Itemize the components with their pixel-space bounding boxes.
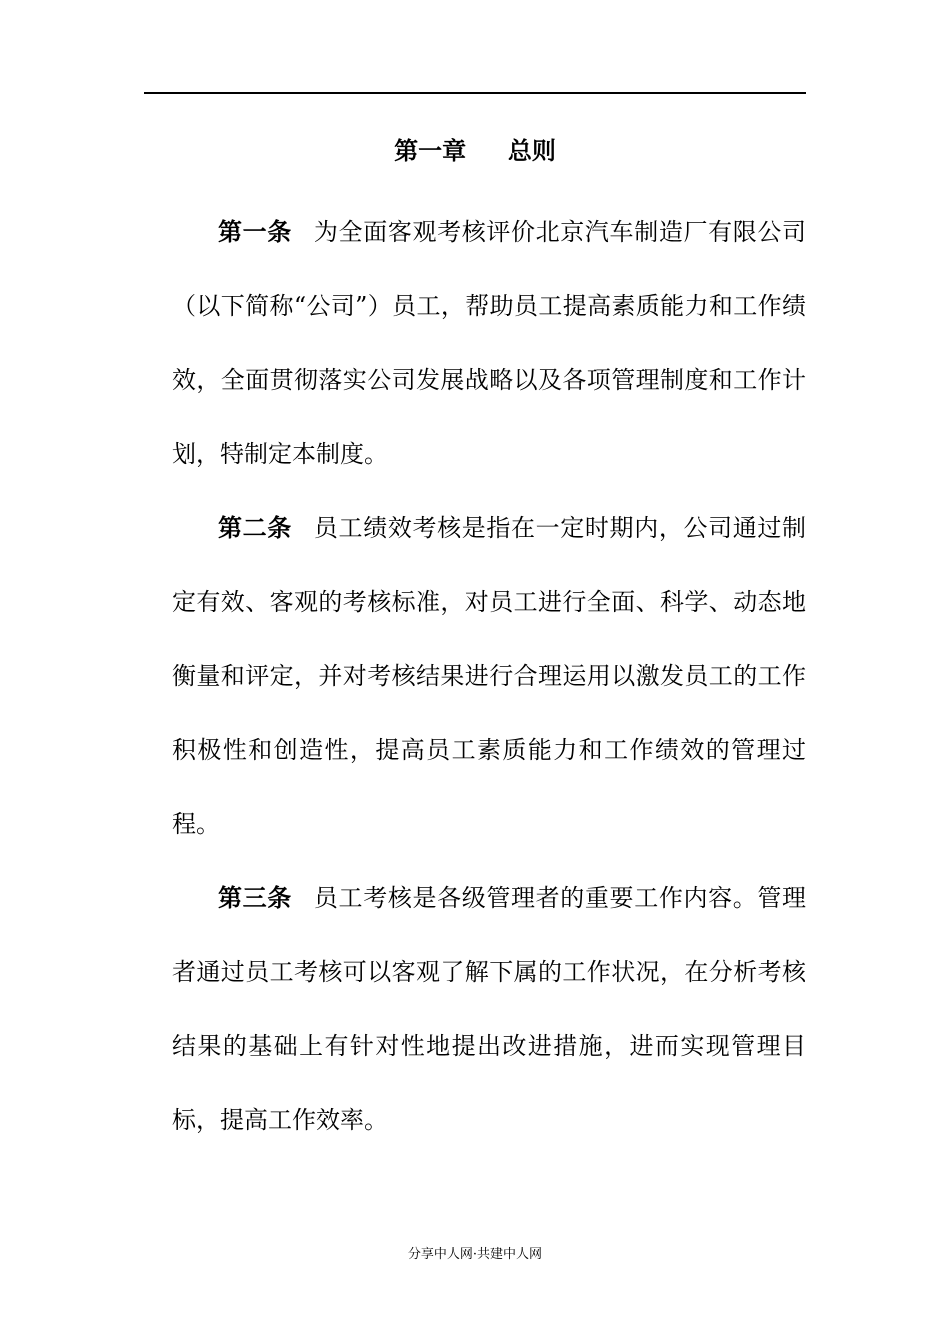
chapter-title: 第一章 总则 (394, 136, 556, 165)
article-2 (172, 491, 806, 861)
article-text: 员工绩效考核是指在一定时期内，公司通过制定有效、客观的考核标准，对员工进行全面、科学、动态地衡量和评定，并对考核结果进行合理运用以激发员工的工作积极性和创造性，提高员工素质能力和工作绩效的管理过程。 (172, 514, 807, 838)
article-3 (172, 861, 806, 1157)
article-label: 第二条 (218, 513, 292, 542)
page-footer: 分享中人网·共建中人网 (407, 1247, 543, 1262)
article-label: 第三条 (218, 883, 292, 912)
article-label: 第一条 (218, 217, 292, 246)
header-rule (144, 92, 806, 94)
document-body (172, 195, 806, 1157)
article-text: 为全面客观考核评价北京汽车制造厂有限公司（以下简称“公司”）员工，帮助员工提高素质能力和工作绩效，全面贯彻落实公司发展战略以及各项管理制度和工作计划，特制定本制度。 (172, 218, 807, 468)
article-1 (172, 195, 806, 491)
article-text: 员工考核是各级管理者的重要工作内容。管理者通过员工考核可以客观了解下属的工作状况，在分析考核结果的基础上有针对性地提出改进措施，进而实现管理目标，提高工作效率。 (172, 884, 807, 1134)
